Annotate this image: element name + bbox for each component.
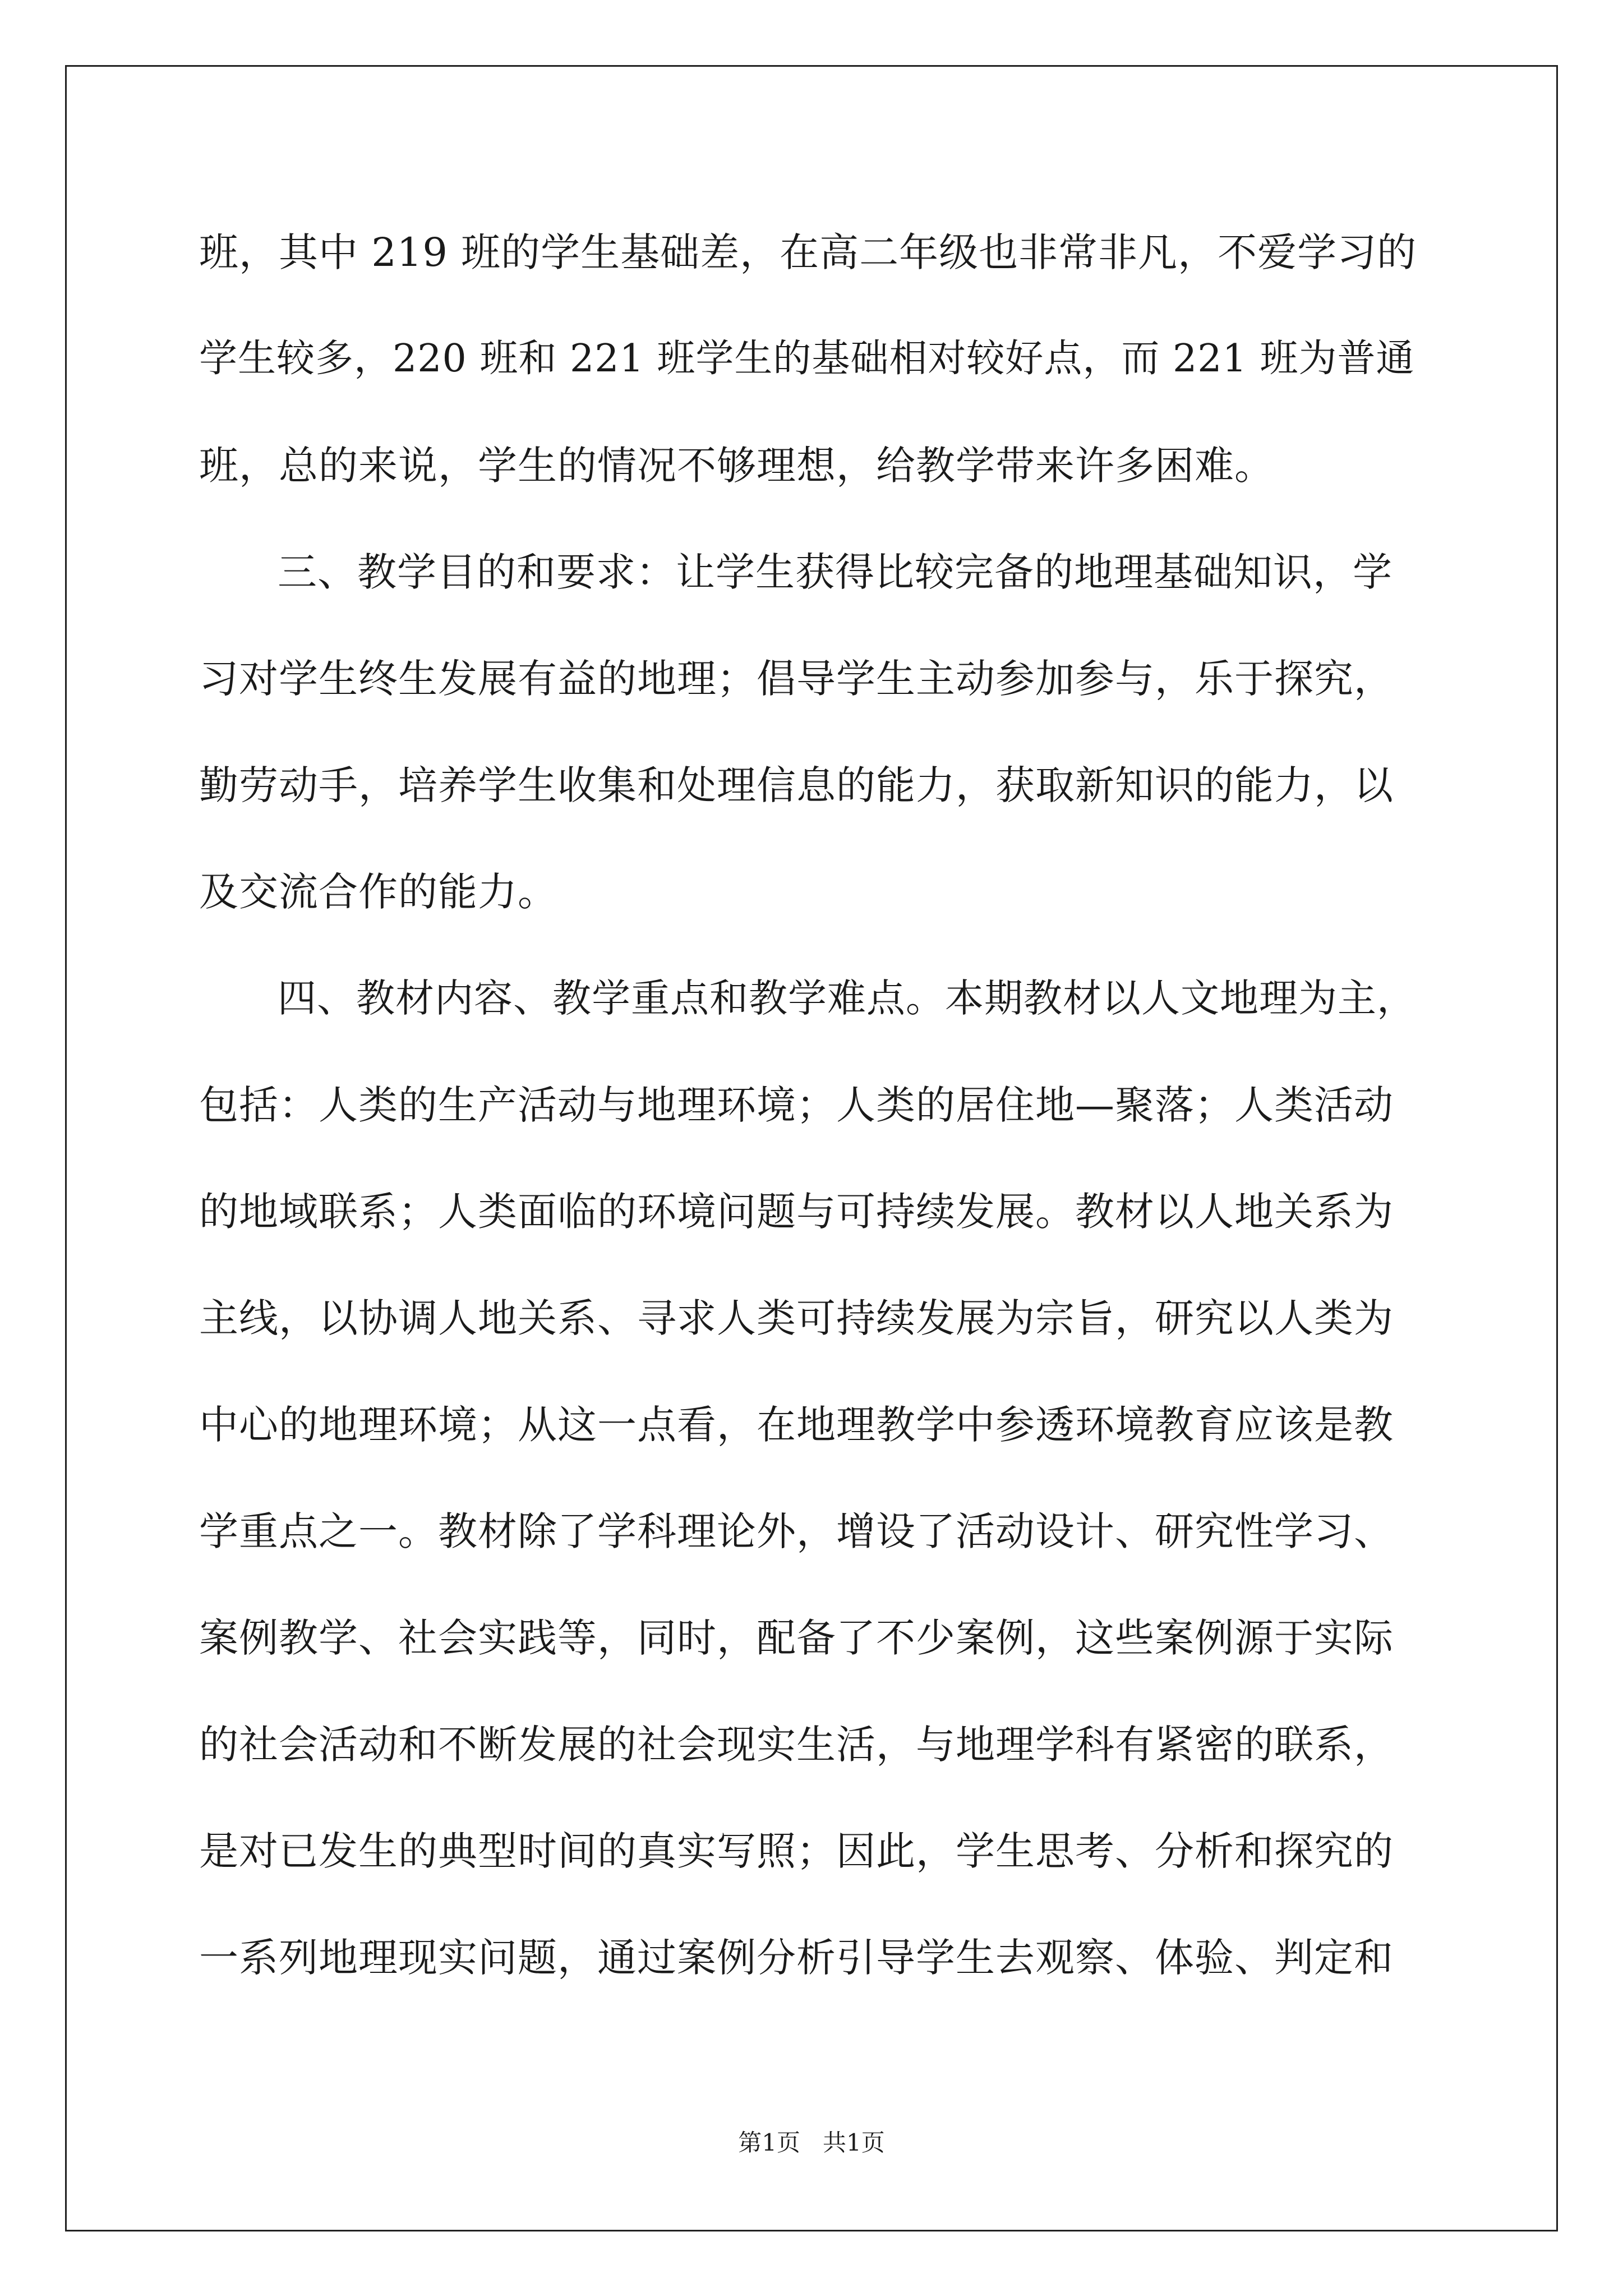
text-line: 案例教学、社会实践等，同时，配备了不少案例，这些案例源于实际	[199, 1615, 1394, 1661]
text-line: 学重点之一。教材除了学科理论外，增设了活动设计、研究性学习、	[199, 1508, 1394, 1554]
text-line: 包括：人类的生产活动与地理环境；人类的居住地—聚落；人类活动	[199, 1082, 1394, 1128]
text-line: 是对已发生的典型时间的真实写照；因此，学生思考、分析和探究的	[199, 1828, 1394, 1874]
text-line: 习对学生终生发展有益的地理；倡导学生主动参加参与，乐于探究，	[199, 656, 1394, 702]
text-line: 一系列地理现实问题，通过案例分析引导学生去观察、体验、判定和	[199, 1935, 1394, 1981]
page-border	[65, 65, 1558, 2231]
paragraph-start-line: 四、教材内容、教学重点和教学难点。本期教材以人文地理为主，	[278, 976, 1416, 1021]
text-line: 班，其中 219 班的学生基础差，在高二年级也非常非凡，不爱学习的	[199, 229, 1417, 275]
text-line: 学生较多，220 班和 221 班学生的基础相对较好点，而 221 班为普通	[199, 337, 1415, 381]
text-line: 勤劳动手，培养学生收集和处理信息的能力，获取新知识的能力，以	[199, 762, 1394, 808]
text-line: 班，总的来说，学生的情况不够理想，给教学带来许多困难。	[199, 443, 1274, 489]
text-line: 及交流合作的能力。	[199, 869, 557, 915]
page-number-footer: 第1页 共1页	[738, 2129, 885, 2156]
text-line: 的社会活动和不断发展的社会现实生活，与地理学科有紧密的联系，	[199, 1722, 1394, 1768]
paragraph-start-line: 三、教学目的和要求：让学生获得比较完备的地理基础知识，学	[278, 549, 1393, 595]
text-line: 的地域联系；人类面临的环境问题与可持续发展。教材以人地关系为	[199, 1189, 1394, 1235]
text-line: 中心的地理环境；从这一点看，在地理教学中参透环境教育应该是教	[199, 1402, 1394, 1448]
text-line: 主线，以协调人地关系、寻求人类可持续发展为宗旨，研究以人类为	[199, 1295, 1394, 1341]
